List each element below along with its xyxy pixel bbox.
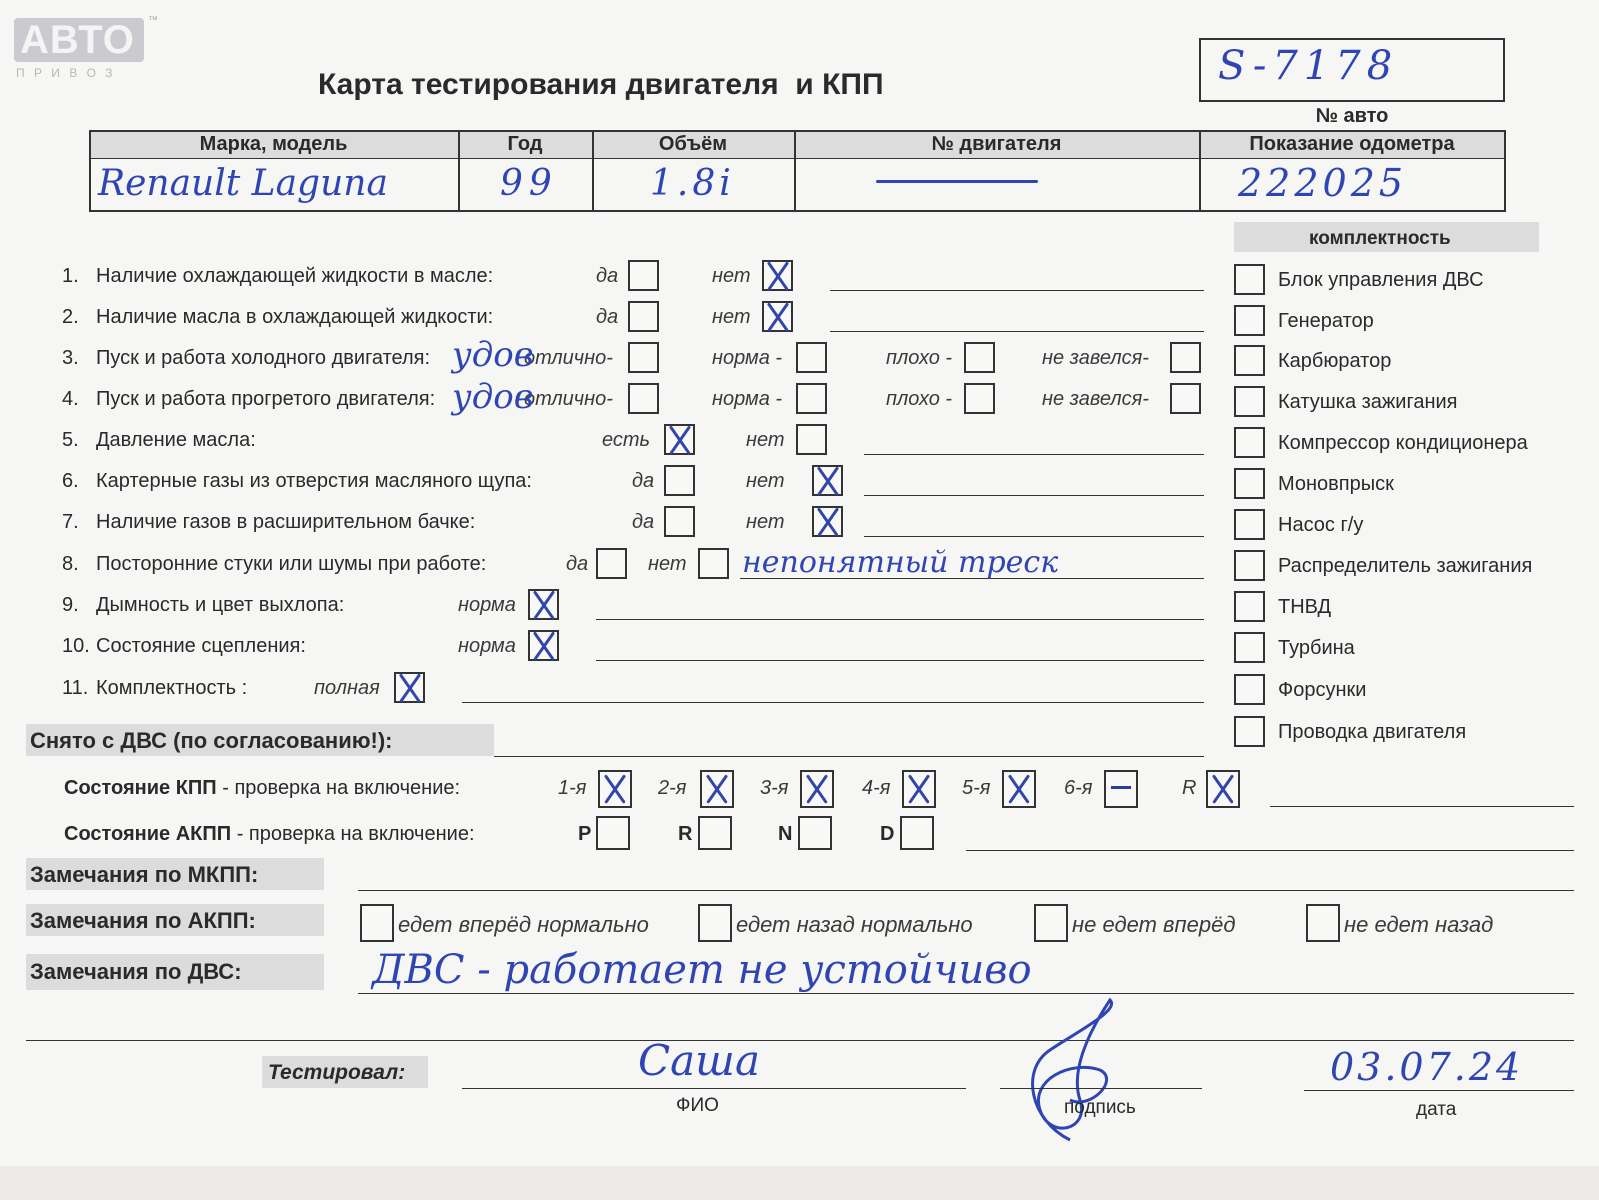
check-option-checkbox[interactable] <box>664 465 695 496</box>
kpp-gear-label: 2-я <box>658 777 687 799</box>
kpp-gear-checkbox[interactable] <box>800 770 834 808</box>
check-number: 9. <box>62 594 79 616</box>
check-option-checkbox[interactable] <box>628 301 659 332</box>
check-option-checkbox[interactable] <box>664 506 695 537</box>
kpp-gear-label: 6-я <box>1064 777 1093 799</box>
check-option-checkbox[interactable] <box>1170 383 1201 414</box>
fio-label: ФИО <box>676 1095 719 1116</box>
kpp-gear-checkbox[interactable] <box>902 770 936 808</box>
car-id-value: S-7178 <box>1218 43 1399 89</box>
test-date: 03.07.24 <box>1330 1045 1524 1089</box>
check-option-checkbox[interactable] <box>812 465 843 496</box>
check-option-checkbox[interactable] <box>796 383 827 414</box>
check-option-label: да <box>632 470 655 492</box>
remarks-dvs-label: Замечания по ДВС: <box>30 959 242 984</box>
akpp-mode-label: D <box>880 823 895 845</box>
check-number: 10. <box>62 635 90 657</box>
kit-item-label: Карбюратор <box>1278 350 1392 372</box>
dvs-line-2 <box>26 1040 1574 1041</box>
check-answer-line <box>596 660 1204 661</box>
engine-no-dash <box>876 180 1038 183</box>
check-question: Картерные газы из отверстия масляного щупа: <box>96 470 532 492</box>
check-option-checkbox[interactable] <box>762 260 793 291</box>
akpp-mode-label: N <box>778 823 793 845</box>
col-header-year: Год <box>507 133 543 155</box>
check-question: Наличие масла в охлаждающей жидкости: <box>96 306 494 328</box>
check-number: 2. <box>62 306 79 328</box>
kit-checkbox[interactable] <box>1234 345 1265 376</box>
logo-subtext: П Р И В О З <box>16 66 116 80</box>
check-question: Комплектность : <box>96 677 248 699</box>
check-option-checkbox[interactable] <box>628 260 659 291</box>
check-answer-line <box>830 331 1204 332</box>
kit-checkbox[interactable] <box>1234 591 1265 622</box>
col-header-engine-no: № двигателя <box>931 133 1062 155</box>
akpp-remark-label: едет вперёд нормально <box>398 912 649 937</box>
kit-checkbox[interactable] <box>1234 264 1265 295</box>
check-8-note: непонятный треск <box>742 545 1059 580</box>
check-option-label: не завелся- <box>1042 388 1149 410</box>
logo-tm: ™ <box>148 15 158 26</box>
check-option-label: да <box>632 511 655 533</box>
model-value: Renault Laguna <box>98 163 388 204</box>
check-option-checkbox[interactable] <box>528 630 559 661</box>
check-option-label: нет <box>746 511 785 533</box>
kit-checkbox[interactable] <box>1234 509 1265 540</box>
check-question: Давление масла: <box>96 429 256 451</box>
check-option-label: норма - <box>712 347 783 369</box>
kpp-gear-label: R <box>1182 777 1197 799</box>
signature <box>1010 990 1150 1150</box>
volume-value: 1.8i <box>650 163 735 204</box>
check-number: 1. <box>62 265 79 287</box>
check-option-label: отлично- <box>524 388 613 410</box>
signature-label: подпись <box>1064 1097 1136 1118</box>
remarks-akpp-label: Замечания по АКПП: <box>30 908 256 933</box>
page-title: Карта тестирования двигателя и КПП <box>318 68 884 101</box>
kit-checkbox[interactable] <box>1234 386 1265 417</box>
check-answer-line <box>830 290 1204 291</box>
check-option-label: да <box>566 553 589 575</box>
kit-item-label: Блок управления ДВС <box>1278 269 1484 291</box>
check-number: 6. <box>62 470 79 492</box>
col-header-volume: Объём <box>658 133 728 155</box>
dvs-line <box>358 993 1574 994</box>
check-number: 5. <box>62 429 79 451</box>
fio-line <box>462 1088 966 1089</box>
logo-text: АВТО <box>20 18 135 62</box>
kit-checkbox[interactable] <box>1234 632 1265 663</box>
removed-label: Снято с ДВС (по согласованию!): <box>30 728 393 753</box>
remarks-mkpp-label: Замечания по МКПП: <box>30 862 259 887</box>
akpp-remark-checkbox[interactable] <box>360 904 394 942</box>
date-label: дата <box>1416 1099 1457 1120</box>
car-id-label: № авто <box>1315 105 1389 127</box>
kit-item-label: Форсунки <box>1278 679 1367 701</box>
check-answer-line <box>596 619 1204 620</box>
check-option-label: полная <box>314 677 380 699</box>
akpp-remark-label: не едет назад <box>1344 912 1494 937</box>
check-option-checkbox[interactable] <box>698 548 729 579</box>
akpp-mode-checkbox[interactable] <box>798 816 832 850</box>
check-option-checkbox[interactable] <box>528 589 559 620</box>
check-number: 7. <box>62 511 79 533</box>
check-option-label: да <box>596 265 619 287</box>
check-option-label: нет <box>648 553 687 575</box>
remarks-dvs-note: ДВС - работает не устойчиво <box>372 947 1032 993</box>
akpp-remark-checkbox[interactable] <box>698 904 732 942</box>
check-option-label: плохо - <box>886 388 953 410</box>
kit-item-label: Моновпрыск <box>1278 473 1394 495</box>
check-option-checkbox[interactable] <box>812 506 843 537</box>
akpp-remark-checkbox[interactable] <box>1034 904 1068 942</box>
kpp-gear-checkbox[interactable] <box>1104 770 1138 808</box>
check-option-checkbox[interactable] <box>628 383 659 414</box>
mkpp-line <box>358 890 1574 891</box>
check-option-label: есть <box>602 429 651 451</box>
year-value: 99 <box>500 163 558 204</box>
akpp-mode-label: R <box>678 823 693 845</box>
check-option-checkbox[interactable] <box>796 424 827 455</box>
check-option-checkbox[interactable] <box>796 342 827 373</box>
kit-checkbox[interactable] <box>1234 427 1265 458</box>
kit-checkbox[interactable] <box>1234 468 1265 499</box>
kit-item-label: Катушка зажигания <box>1278 391 1458 413</box>
check-answer-line <box>864 536 1204 537</box>
check-option-checkbox[interactable] <box>664 424 695 455</box>
check-option-checkbox[interactable] <box>1170 342 1201 373</box>
check-answer-line <box>864 495 1204 496</box>
kit-checkbox[interactable] <box>1234 674 1265 705</box>
kit-item-label: Распределитель зажигания <box>1278 555 1533 577</box>
check-option-label: отлично- <box>524 347 613 369</box>
kpp-gear-checkbox[interactable] <box>1002 770 1036 808</box>
check-question: Наличие газов в расширительном бачке: <box>96 511 476 533</box>
kpp-gear-label: 1-я <box>558 777 587 799</box>
akpp-mode-label: P <box>578 823 592 845</box>
kit-item-label: ТНВД <box>1278 596 1332 618</box>
col-header-odometer: Показание одометра <box>1249 133 1455 155</box>
date-line <box>1304 1090 1574 1091</box>
check-option-label: да <box>596 306 619 328</box>
akpp-label: Состояние АКПП - проверка на включение: <box>64 823 475 845</box>
check-option-checkbox[interactable] <box>394 672 425 703</box>
check-question: Наличие охлаждающей жидкости в масле: <box>96 265 494 287</box>
tested-label: Тестировал: <box>268 1061 406 1084</box>
check-option-label: нет <box>712 265 751 287</box>
check-answer-line <box>864 454 1204 455</box>
check-number: 4. <box>62 388 79 410</box>
kit-item-label: Насос г/у <box>1278 514 1364 536</box>
check-question: Пуск и работа прогретого двигателя: <box>96 388 436 410</box>
kit-item-label: Проводка двигателя <box>1278 721 1467 743</box>
kpp-gear-checkbox[interactable] <box>700 770 734 808</box>
kit-item-label: Генератор <box>1278 310 1374 332</box>
akpp-remark-label: едет назад нормально <box>736 912 973 937</box>
kpp-gear-label: 3-я <box>760 777 789 799</box>
check-option-label: норма <box>458 635 516 657</box>
check-number: 11. <box>62 677 89 699</box>
removed-line <box>494 756 1204 757</box>
kit-checkbox[interactable] <box>1234 550 1265 581</box>
check-number: 3. <box>62 347 79 369</box>
check-option-checkbox[interactable] <box>964 342 995 373</box>
check-question: Пуск и работа холодного двигателя: <box>96 347 431 369</box>
check-4-note: удов <box>452 377 534 417</box>
kit-item-label: Компрессор кондиционера <box>1278 432 1528 454</box>
check-option-label: не завелся- <box>1042 347 1149 369</box>
odometer-value: 222025 <box>1238 161 1408 205</box>
check-question: Дымность и цвет выхлопа: <box>96 594 345 616</box>
akpp-mode-checkbox[interactable] <box>698 816 732 850</box>
kit-item-label: Турбина <box>1278 637 1355 659</box>
check-option-label: плохо - <box>886 347 953 369</box>
akpp-remark-label: не едет вперёд <box>1072 912 1236 937</box>
col-header-model: Марка, модель <box>199 133 348 155</box>
akpp-mode-checkbox[interactable] <box>900 816 934 850</box>
check-option-checkbox[interactable] <box>596 548 627 579</box>
kpp-label: Состояние КПП - проверка на включение: <box>64 777 461 799</box>
check-option-label: нет <box>746 429 785 451</box>
tester-name: Саша <box>638 1036 761 1085</box>
signature-line <box>1000 1088 1202 1089</box>
kpp-gear-checkbox[interactable] <box>598 770 632 808</box>
akpp-line <box>966 850 1574 851</box>
kpp-gear-label: 4-я <box>862 777 891 799</box>
check-answer-line <box>462 702 1204 703</box>
check-option-label: нет <box>712 306 751 328</box>
kpp-gear-checkbox[interactable] <box>1206 770 1240 808</box>
check-option-checkbox[interactable] <box>628 342 659 373</box>
kit-heading: комплектность <box>1309 228 1451 249</box>
check-option-label: норма <box>458 594 516 616</box>
akpp-mode-checkbox[interactable] <box>596 816 630 850</box>
kit-checkbox[interactable] <box>1234 716 1265 747</box>
check-option-checkbox[interactable] <box>964 383 995 414</box>
check-option-label: норма - <box>712 388 783 410</box>
check-question: Посторонние стуки или шумы при работе: <box>96 553 487 575</box>
check-number: 8. <box>62 553 79 575</box>
check-option-label: нет <box>746 470 785 492</box>
check-option-checkbox[interactable] <box>762 301 793 332</box>
check-question: Состояние сцепления: <box>96 635 306 657</box>
kpp-line <box>1270 806 1574 807</box>
check-3-note: удов <box>452 335 534 375</box>
kpp-gear-label: 5-я <box>962 777 991 799</box>
akpp-remark-checkbox[interactable] <box>1306 904 1340 942</box>
kit-checkbox[interactable] <box>1234 305 1265 336</box>
